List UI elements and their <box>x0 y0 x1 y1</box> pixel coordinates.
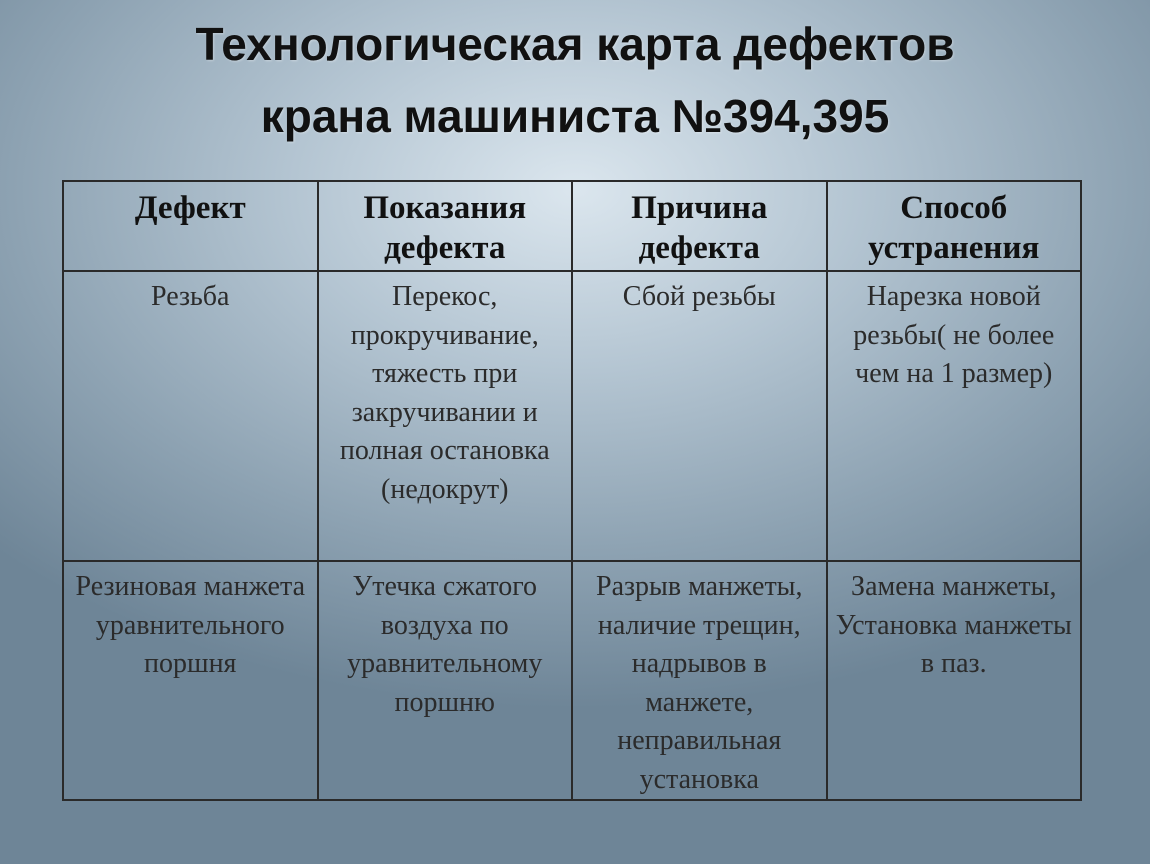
cell-defect: Резьба <box>63 271 318 561</box>
table-row <box>63 271 1081 561</box>
defects-table <box>62 180 1082 801</box>
header-symptoms: Показания дефекта <box>318 181 573 271</box>
title-line-2: крана машиниста №394,395 <box>260 90 890 142</box>
cell-cause: Сбой резьбы <box>572 271 827 561</box>
title-line-1: Технологическая карта дефектов <box>195 18 955 70</box>
header-defect: Дефект <box>63 181 318 271</box>
cell-symptoms: Утечка сжатого воздуха по уравнительному поршню <box>318 561 573 800</box>
table-header-row <box>63 181 1081 271</box>
cell-defect: Резиновая манжета уравнительного поршня <box>63 561 318 800</box>
cell-remedy: Нарезка новой резьбы( не более чем на 1 размер) <box>827 271 1082 561</box>
table-row <box>63 561 1081 800</box>
cell-symptoms: Перекос, прокручивание, тяжесть при закручивании и полная остановка (недокрут) <box>318 271 573 561</box>
header-remedy: Способ устранения <box>827 181 1082 271</box>
cell-cause: Разрыв манжеты, наличие трещин, надрывов в манжете, неправильная установка <box>572 561 827 800</box>
header-cause: Причина дефекта <box>572 181 827 271</box>
cell-remedy: Замена манжеты, Установка манжеты в паз. <box>827 561 1082 800</box>
slide-title <box>0 8 1150 152</box>
